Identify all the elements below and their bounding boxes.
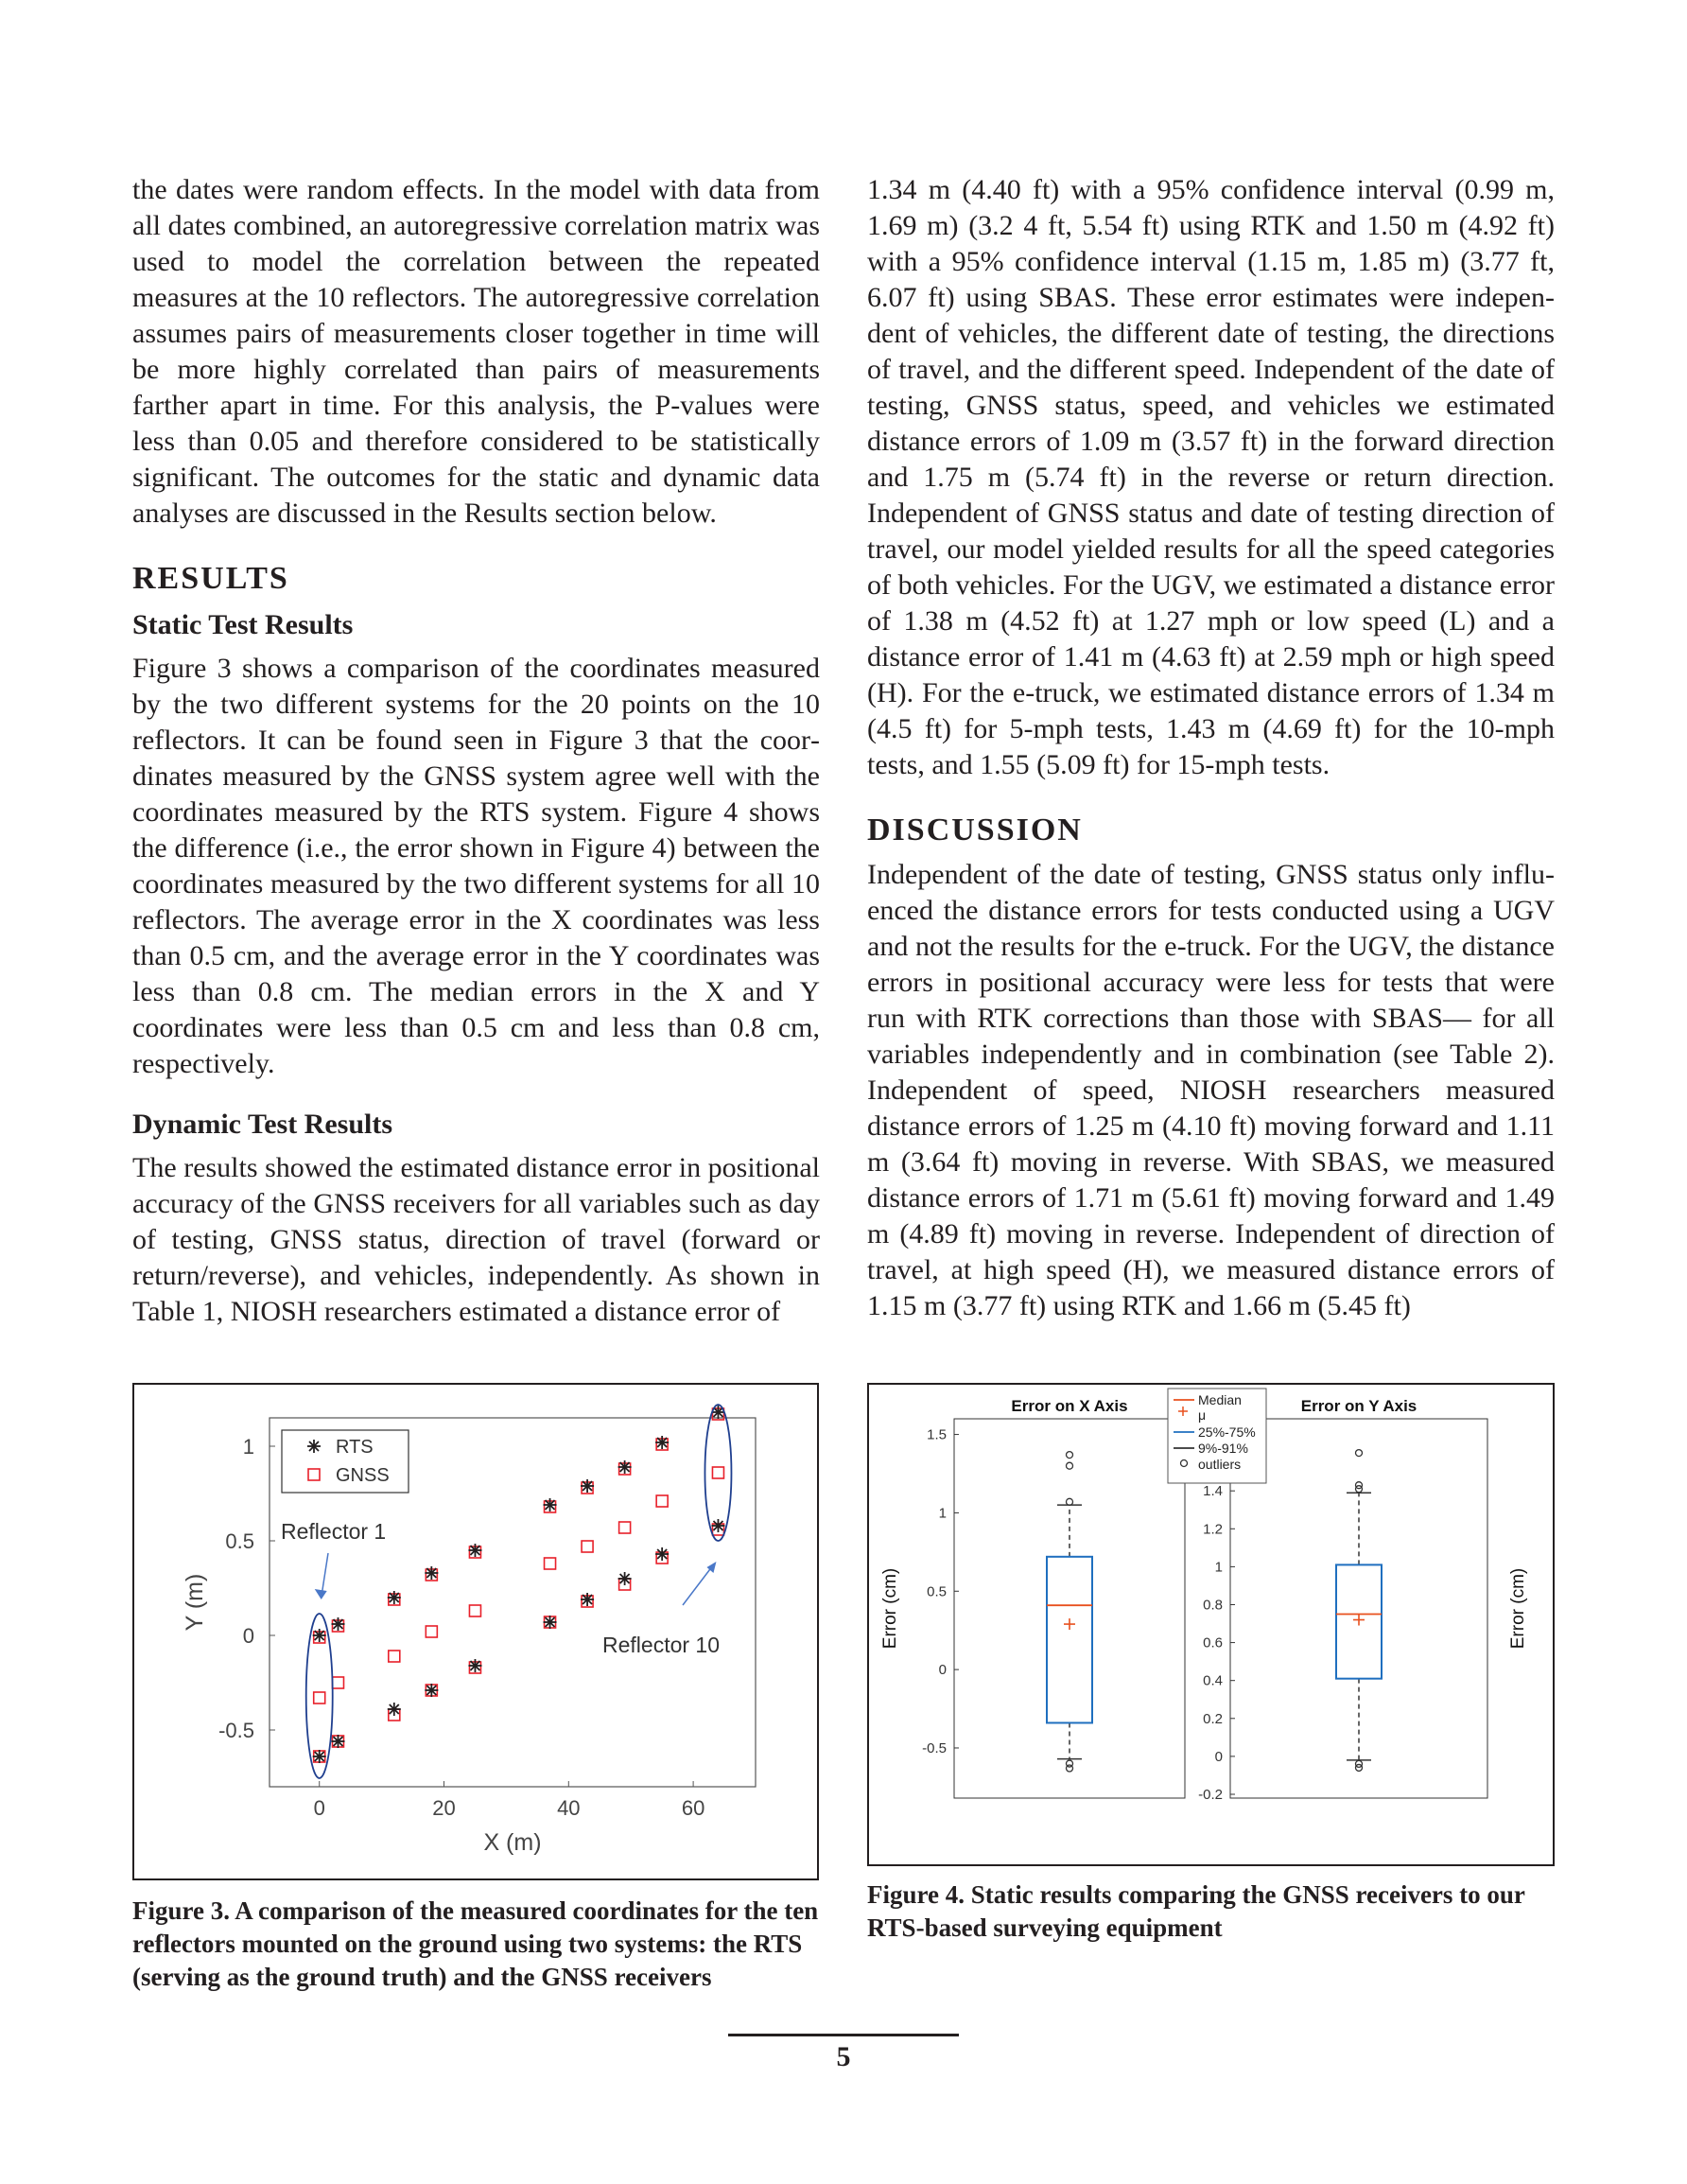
gnss-point — [389, 1651, 400, 1662]
left-column — [132, 172, 820, 1330]
y-tick-label: -0.5 — [922, 1739, 947, 1756]
rts-point — [313, 1629, 326, 1642]
y-tick-label: 0.8 — [1203, 1597, 1223, 1614]
rts-point — [331, 1735, 344, 1748]
discussion-paragraph: Independent of the date of testing, GNSS status only influenced the distance errors for tests conducted using a UGV and not the results for the e-truck. For the UGV, the distance errors in positional accuracy were less for tests that were run with RTK corrections than those with SBAS— for all variables independently and in combination (see Table 2). Independent of speed, NIOSH researchers measured distance errors of 1.25 m (4.10 ft) moving forward and 1.11 m (3.64 ft) moving in reverse. With SBAS, we measured distance errors of 1.71 m (5.61 ft) moving forward and 1.49 m (4.89 ft) moving in reverse. Independent of direction of travel, at high speed (H), we measured distance errors of 1.15 m (3.77 ft) using RTK and 1.66 m (5.45 ft) — [867, 859, 1555, 1321]
y-tick-label: 1 — [938, 1505, 947, 1522]
outlier-point — [1067, 1498, 1073, 1505]
rts-point — [313, 1750, 326, 1763]
rts-point — [388, 1703, 401, 1716]
y-tick-label: 1 — [242, 1435, 254, 1459]
rts-point — [425, 1566, 438, 1580]
legend-label: 25%-75% — [1198, 1424, 1256, 1440]
outlier-point — [1067, 1765, 1073, 1772]
results-heading: RESULTS — [132, 561, 289, 596]
gnss-point — [426, 1626, 437, 1637]
legend-label: outliers — [1198, 1457, 1242, 1472]
x-tick-label: 60 — [681, 1796, 705, 1820]
gnss-point — [545, 1558, 556, 1569]
x-tick-label: 0 — [313, 1796, 325, 1820]
continued-paragraph: 1.34 m (4.40 ft) with a 95% confidence interval (0.99 m, 1.69 m) (3.2 4 ft, 5.54 ft) using RTK and 1.50 m (4.92 ft) with a 95% confidence interval (1.15 m, 1.85 m) (3.77 ft, 6.07 ft) using SBAS. These error estimates were independent of vehicles, the different date of testing, the directions of travel, and the different speed. Independent of the date of testing, GNSS status, speed, and vehicles we estimated distance errors of 1.09 m (3.57 ft) in the forward direction and 1.75 m (5.74 ft) in the reverse or return direction. Independent of GNSS status and date of testing direction of travel, our model yielded results for all the speed categories of both vehicles. For the UGV, we estimated a distance error of 1.38 m (4.52 ft) at 1.27 mph or low speed (L) and a distance error of 1.41 m (4.63 ft) at 2.59 mph or high speed (H). For the e-truck, we estimated distance errors of 1.34 m (4.5 ft) for 5-mph tests, 1.43 m (4.69 ft) for the 10-mph tests, and 1.55 (5.09 ft) for 15-mph tests. — [867, 174, 1555, 780]
static-results-heading: Static Test Results — [132, 609, 354, 640]
static-results-paragraph: Figure 3 shows a comparison of the coordinates measured by the two different systems for the 20 points on the 10 reflectors. It can be found seen in Figure 3 that the coordinates measured by the GNSS system agree well with the coordinates measured by the RTS system. Figure 4 shows the difference (i.e., the error shown in Figure 4) between the coordinates measured by the two different systems for all 10 reflectors. The average error in the X coordinates was less than 0.5 cm, and the average error in the Y coordinates was less than 0.8 cm. The median errors in the X and Y coordinates were less than 0.5 cm and less than 0.8 cm, respectively. — [132, 653, 820, 1079]
y-axis-label: Y (m) — [182, 1573, 208, 1632]
legend-label: 9%-91% — [1198, 1441, 1248, 1456]
legend-rts-label: RTS — [336, 1437, 374, 1458]
page-number-rule — [728, 2034, 959, 2036]
rts-point — [388, 1591, 401, 1604]
figure-3 — [132, 1383, 819, 1880]
legend-label: Median — [1198, 1392, 1242, 1407]
rts-point — [711, 1519, 724, 1532]
gnss-point — [656, 1495, 668, 1507]
y-tick-label: 0 — [242, 1624, 254, 1648]
rts-point — [618, 1572, 632, 1585]
scatter-legend — [282, 1430, 409, 1493]
gnss-point — [582, 1541, 593, 1552]
legend-gnss-label: GNSS — [336, 1465, 390, 1486]
rts-point — [468, 1544, 481, 1557]
panel-title: Error on X Axis — [1011, 1397, 1128, 1415]
y-tick-label: -0.2 — [1198, 1786, 1223, 1803]
page-number: 5 — [836, 2041, 851, 2072]
dynamic-results-heading: Dynamic Test Results — [132, 1109, 393, 1140]
figure-4 — [867, 1383, 1555, 1866]
y-tick-label: 1.4 — [1203, 1483, 1223, 1500]
figure-4-caption: Figure 4. Static results comparing the GNSS receivers to our RTS-based surveying equipment — [867, 1880, 1525, 1942]
x-axis-label: X (m) — [483, 1829, 542, 1856]
iqr-box — [1047, 1557, 1092, 1723]
rts-point — [581, 1479, 594, 1493]
figure-4-box-plots — [869, 1385, 1553, 1864]
rts-point — [618, 1460, 632, 1474]
outlier-point — [1356, 1450, 1363, 1457]
reflector-10-arrow — [683, 1564, 714, 1605]
y-tick-label: 0 — [1214, 1748, 1223, 1765]
rts-point — [655, 1547, 669, 1561]
outlier-point — [1067, 1452, 1073, 1459]
y-tick-label: 1.2 — [1203, 1521, 1223, 1538]
legend-label: μ — [1198, 1407, 1207, 1423]
y-tick-label: 1.5 — [927, 1426, 947, 1443]
intro-paragraph: the dates were random effects. In the model with data from all dates combined, an autoregressive correlation matrix was used to model the correlation between the repeated measures at the 10 reflectors. The autoregressive correlation assumes pairs of measurements closer together in time will be more highly correlated than pairs of measurements farther apart in time. For this analysis, the P-values were less than 0.05 and therefore considered to be statistically significant. The outcomes for the static and dynamic data analyses are discussed in the Results section below. — [132, 174, 820, 529]
rts-point — [425, 1684, 438, 1697]
y-axis-label: Error (cm) — [1508, 1567, 1528, 1650]
reflector-1-arrowhead — [315, 1589, 327, 1599]
dynamic-results-paragraph: The results showed the estimated distance error in positional accuracy of the GNSS receivers for all variables such as day of testing, GNSS status, direction of travel (forward or return/reverse), and vehicles, independently. As shown in Table 1, NIOSH researchers estimated a distance error of — [132, 1152, 820, 1327]
panel-title: Error on Y Axis — [1300, 1397, 1417, 1415]
right-column — [867, 172, 1555, 1324]
reflector-1-label: Reflector 1 — [281, 1519, 387, 1544]
figure-3-caption: Figure 3. A comparison of the measured coordinates for the ten reflectors mounted on the ground using two systems: the RTS (serving as the ground truth) and the GNSS receivers — [132, 1896, 819, 1991]
x-tick-label: 40 — [557, 1796, 581, 1820]
rts-point — [581, 1593, 594, 1606]
gnss-point — [469, 1605, 480, 1616]
rts-point — [544, 1616, 557, 1629]
y-tick-label: -0.5 — [218, 1719, 254, 1742]
gnss-point — [619, 1522, 631, 1533]
y-tick-label: 0.5 — [927, 1583, 947, 1600]
gnss-point — [712, 1467, 723, 1478]
outlier-point — [1067, 1462, 1073, 1469]
box-legend — [1168, 1389, 1266, 1483]
gnss-point — [332, 1677, 343, 1688]
legend-rts-marker — [307, 1440, 321, 1453]
scatter-plot-area — [182, 1405, 756, 1856]
rts-point — [468, 1659, 481, 1672]
discussion-heading: DISCUSSION — [867, 812, 1083, 847]
y-tick-label: 0 — [938, 1662, 947, 1679]
y-tick-label: 0.6 — [1203, 1634, 1223, 1651]
y-tick-label: 0.2 — [1203, 1710, 1223, 1727]
rts-point — [655, 1436, 669, 1449]
y-tick-label: 0.4 — [1203, 1672, 1223, 1689]
box-panel-x — [880, 1397, 1185, 1798]
y-tick-label: 0.5 — [225, 1529, 254, 1553]
rts-point — [331, 1617, 344, 1631]
x-tick-label: 20 — [432, 1796, 456, 1820]
gnss-point — [314, 1692, 325, 1704]
figure-3-scatter-chart — [134, 1385, 817, 1878]
y-axis-label: Error (cm) — [880, 1567, 900, 1650]
y-tick-label: 1 — [1214, 1559, 1223, 1576]
reflector-10-label: Reflector 10 — [602, 1633, 721, 1657]
rts-point — [544, 1498, 557, 1511]
